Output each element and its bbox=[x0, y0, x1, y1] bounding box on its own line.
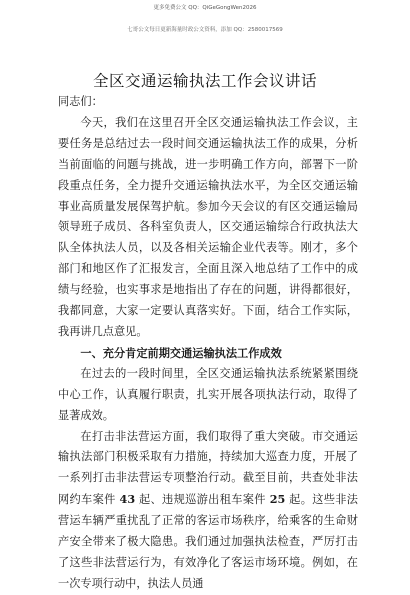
intro-paragraph: 今天，我们在这里召开全区交通运输执法工作会议，主要任务是总结过去一段时间交通运输执法工作的成果，分析当前面临的问题与挑战，进一步明确工作方向，部署下一阶段重点任务，全力提升交通运输执法水平，为全区交通运输事业高质量发展保驾护航。参加今天会议的有区交通运输局领导班子成员、各科室负责人，区交通运输综合行政执法大队全体执法人员，以及各相关运输企业代表等。刚才，多个部门和地区作了汇报发言，全面且深入地总结了工作中的成绩与经验，也实事求是地指出了存在的问题，讲得都很好，我都同意，大家一定要认真落实好。下面，结合工作实际，我再讲几点意见。 bbox=[58, 115, 358, 338]
section-paragraph: 在过去的一段时间里，全区交通运输执法系统紧紧围绕中心工作，认真履行职责，扎实开展各项执法行动，取得了显著成效。 bbox=[58, 366, 358, 422]
section-heading: 一、充分肯定前期交通运输执法工作成效 bbox=[80, 345, 282, 360]
paragraph-text: 在打击非法营运方面，我们取得了重大突破。市交通运输执法部门积极采取有力措施，持续加大巡查力度，开展了一系列打击非法营运专项整治行动。截至目前，共查处非法网约车案件 bbox=[58, 429, 358, 507]
paragraph-text: 起、违规巡游出租车案件 bbox=[135, 493, 270, 507]
paragraph-text: 起。这些非法营运车辆严重扰乱了正常的客运市场秩序，给乘客的生命财产安全带来了极大隐患。我们通过加强执法检查，严厉打击了这些非法营运行为，有效净化了客运市场环境。例如，在一次专项行动中，执法人员通 bbox=[58, 493, 358, 590]
case-count-online: 43 bbox=[119, 492, 136, 507]
document-body bbox=[58, 92, 358, 595]
section-paragraph bbox=[58, 427, 358, 595]
case-count-taxi: 25 bbox=[269, 492, 286, 507]
salutation: 同志们： bbox=[58, 95, 103, 108]
document-title: 全区交通运输执法工作会议讲话 bbox=[92, 72, 317, 90]
header-subnote: 七哥公文每日更新海量时政公文资料，添加 QQ：2580017569 bbox=[127, 27, 283, 33]
header-note: 更多免费公文 QQ：QiGeGongWen2026 bbox=[153, 5, 257, 11]
